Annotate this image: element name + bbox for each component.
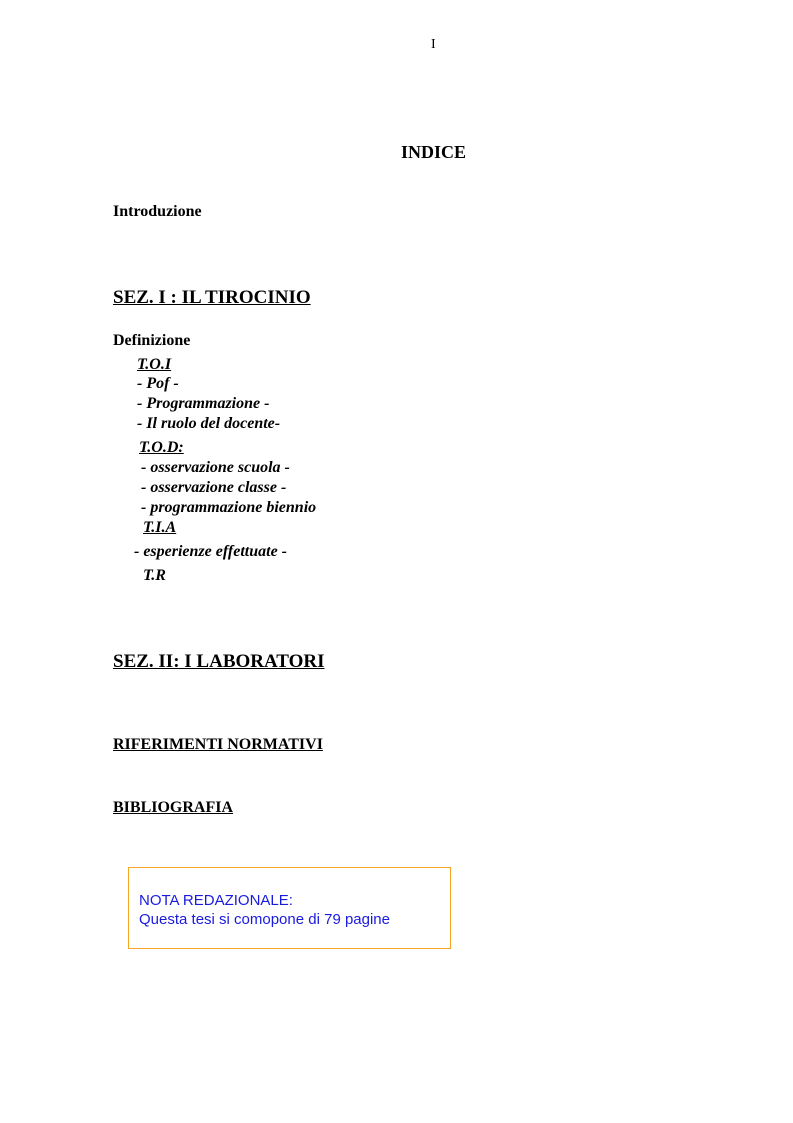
editorial-note-title: NOTA REDAZIONALE:	[139, 892, 293, 909]
editorial-note-box	[128, 867, 451, 949]
page-title: INDICE	[401, 142, 467, 162]
toc-introduzione: Introduzione	[113, 203, 202, 220]
page-number: I	[431, 37, 436, 52]
section-heading-sez2: SEZ. II: I LABORATORI	[113, 651, 325, 672]
toc-item-osservazione-scuola: - osservazione scuola -	[141, 459, 290, 476]
toc-item-ruolo-docente: - Il ruolo del docente-	[137, 415, 281, 432]
toc-item-osservazione-classe: - osservazione classe -	[141, 479, 287, 496]
section-heading-sez1: SEZ. I : IL TIROCINIO	[113, 287, 311, 308]
toc-definizione: Definizione	[113, 332, 191, 349]
toc-bibliografia: BIBLIOGRAFIA	[113, 799, 234, 816]
toc-item-toi: T.O.I	[137, 356, 172, 373]
toc-item-programmazione: - Programmazione -	[137, 395, 270, 412]
toc-item-tod: T.O.D:	[139, 439, 184, 456]
toc-item-tr: T.R	[143, 567, 166, 584]
toc-item-esperienze: - esperienze effettuate -	[134, 543, 287, 560]
toc-item-tia: T.I.A	[143, 519, 177, 536]
toc-item-pof: - Pof -	[137, 375, 179, 392]
toc-riferimenti-normativi: RIFERIMENTI NORMATIVI	[113, 736, 323, 753]
editorial-note-text: Questa tesi si comopone di 79 pagine	[139, 911, 390, 928]
toc-item-programmazione-biennio: - programmazione biennio	[141, 499, 317, 516]
